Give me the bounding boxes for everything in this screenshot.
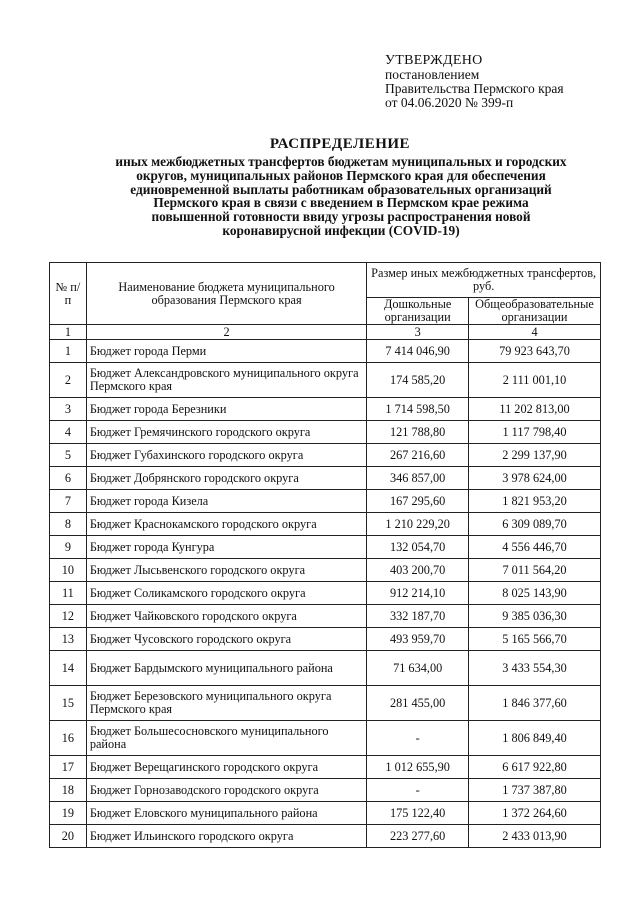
row-number: 15 [50,686,87,721]
row-number: 12 [50,605,87,628]
table-row [50,628,601,651]
general-amount: 1 372 264,60 [469,802,601,825]
row-number: 7 [50,490,87,513]
row-number: 8 [50,513,87,536]
budget-name: Бюджет Березовского муниципального округа Пермского края [86,686,366,721]
table-row [50,398,601,421]
header-general: Общеобразовательные организации [469,298,601,325]
row-number: 20 [50,825,87,848]
preschool-amount: 175 122,40 [367,802,469,825]
budget-name: Бюджет Верещагинского городского округа [86,756,366,779]
header-budget-name: Наименование бюджета муниципального образования Пермского края [86,263,366,325]
row-number: 1 [50,340,87,363]
header-transfer-size: Размер иных межбюджетных трансфертов, руб. [367,263,601,298]
approval-stamp [385,54,564,110]
approval-line: Правительства Пермского края [385,81,564,96]
budget-name: Бюджет Добрянского городского округа [86,467,366,490]
budget-name: Бюджет Ильинского городского округа [86,825,366,848]
general-amount: 5 165 566,70 [469,628,601,651]
table-row [50,467,601,490]
general-amount: 79 923 643,70 [469,340,601,363]
preschool-amount: 1 714 598,50 [367,398,469,421]
general-amount: 1 117 798,40 [469,421,601,444]
preschool-amount: 167 295,60 [367,490,469,513]
general-amount: 11 202 813,00 [469,398,601,421]
general-amount: 2 111 001,10 [469,363,601,398]
budget-name: Бюджет Бардымского муниципального района [86,651,366,686]
table-row [50,444,601,467]
distribution-table [49,262,601,848]
general-amount: 1 737 387,80 [469,779,601,802]
table-row [50,756,601,779]
subtitle-line: округов, муниципальных районов Пермского края для обеспечения [136,167,546,183]
approval-line: от 04.06.2020 № 399-п [385,95,514,110]
table-row [50,802,601,825]
general-amount: 6 309 089,70 [469,513,601,536]
preschool-amount: 332 187,70 [367,605,469,628]
header-number: № п/п [50,263,87,325]
column-number: 3 [367,325,469,340]
table-row [50,536,601,559]
table-row [50,513,601,536]
general-amount: 1 806 849,40 [469,721,601,756]
preschool-amount: - [367,721,469,756]
row-number: 16 [50,721,87,756]
budget-name: Бюджет Большесосновского муниципального района [86,721,366,756]
preschool-amount: 403 200,70 [367,559,469,582]
general-amount: 1 821 953,20 [469,490,601,513]
budget-name: Бюджет города Перми [86,340,366,363]
preschool-amount: 1 012 655,90 [367,756,469,779]
table-row [50,721,601,756]
table-row [50,340,601,363]
budget-name: Бюджет города Кизела [86,490,366,513]
table-row [50,779,601,802]
preschool-amount: 493 959,70 [367,628,469,651]
general-amount: 3 433 554,30 [469,651,601,686]
column-number: 1 [50,325,87,340]
table-row [50,559,601,582]
preschool-amount: 267 216,60 [367,444,469,467]
general-amount: 7 011 564,20 [469,559,601,582]
preschool-amount: 71 634,00 [367,651,469,686]
header-preschool: Дошкольные организации [367,298,469,325]
table-row [50,363,601,398]
row-number: 18 [50,779,87,802]
general-amount: 6 617 922,80 [469,756,601,779]
budget-name: Бюджет Чайковского городского округа [86,605,366,628]
subtitle-line: Пермского края в связи с введением в Пермском крае режима [153,195,529,211]
row-number: 4 [50,421,87,444]
column-number: 4 [469,325,601,340]
general-amount: 2 433 013,90 [469,825,601,848]
preschool-amount: 121 788,80 [367,421,469,444]
preschool-amount: 7 414 046,90 [367,340,469,363]
budget-name: Бюджет Лысьвенского городского округа [86,559,366,582]
general-amount: 4 556 446,70 [469,536,601,559]
budget-name: Бюджет города Кунгура [86,536,366,559]
table-row [50,490,601,513]
row-number: 14 [50,651,87,686]
budget-name: Бюджет Соликамского городского округа [86,582,366,605]
row-number: 3 [50,398,87,421]
budget-name: Бюджет Губахинского городского округа [86,444,366,467]
row-number: 19 [50,802,87,825]
table-row [50,651,601,686]
document-title: РАСПРЕДЕЛЕНИЕ [269,136,411,152]
row-number: 2 [50,363,87,398]
row-number: 17 [50,756,87,779]
budget-name: Бюджет Краснокамского городского округа [86,513,366,536]
general-amount: 9 385 036,30 [469,605,601,628]
column-number: 2 [86,325,366,340]
row-number: 6 [50,467,87,490]
general-amount: 2 299 137,90 [469,444,601,467]
subtitle-line: иных межбюджетных трансфертов бюджетам муниципальных и городских [115,154,567,169]
document-subtitle [66,155,616,238]
table-body [50,340,601,848]
table-row [50,582,601,605]
approval-line: постановлением [385,67,480,82]
general-amount: 1 846 377,60 [469,686,601,721]
budget-name: Бюджет города Березники [86,398,366,421]
preschool-amount: 223 277,60 [367,825,469,848]
preschool-amount: 912 214,10 [367,582,469,605]
table-row [50,421,601,444]
subtitle-line: единовременной выплаты работникам образовательных организаций [130,181,552,197]
preschool-amount: 281 455,00 [367,686,469,721]
preschool-amount: 346 857,00 [367,467,469,490]
row-number: 10 [50,559,87,582]
row-number: 9 [50,536,87,559]
table-row [50,825,601,848]
table-row [50,605,601,628]
approval-heading: УТВЕРЖДЕНО [385,53,483,68]
budget-name: Бюджет Гремячинского городского округа [86,421,366,444]
row-number: 5 [50,444,87,467]
preschool-amount: 174 585,20 [367,363,469,398]
subtitle-line: коронавирусной инфекции (COVID-19) [222,222,460,238]
preschool-amount: - [367,779,469,802]
subtitle-line: повышенной готовности ввиду угрозы распространения новой [151,209,531,225]
budget-name: Бюджет Еловского муниципального района [86,802,366,825]
general-amount: 8 025 143,90 [469,582,601,605]
budget-name: Бюджет Горнозаводского городского округа [86,779,366,802]
row-number: 11 [50,582,87,605]
budget-name: Бюджет Чусовского городского округа [86,628,366,651]
table-row [50,686,601,721]
preschool-amount: 132 054,70 [367,536,469,559]
general-amount: 3 978 624,00 [469,467,601,490]
preschool-amount: 1 210 229,20 [367,513,469,536]
row-number: 13 [50,628,87,651]
budget-name: Бюджет Александровского муниципального округа Пермского края [86,363,366,398]
